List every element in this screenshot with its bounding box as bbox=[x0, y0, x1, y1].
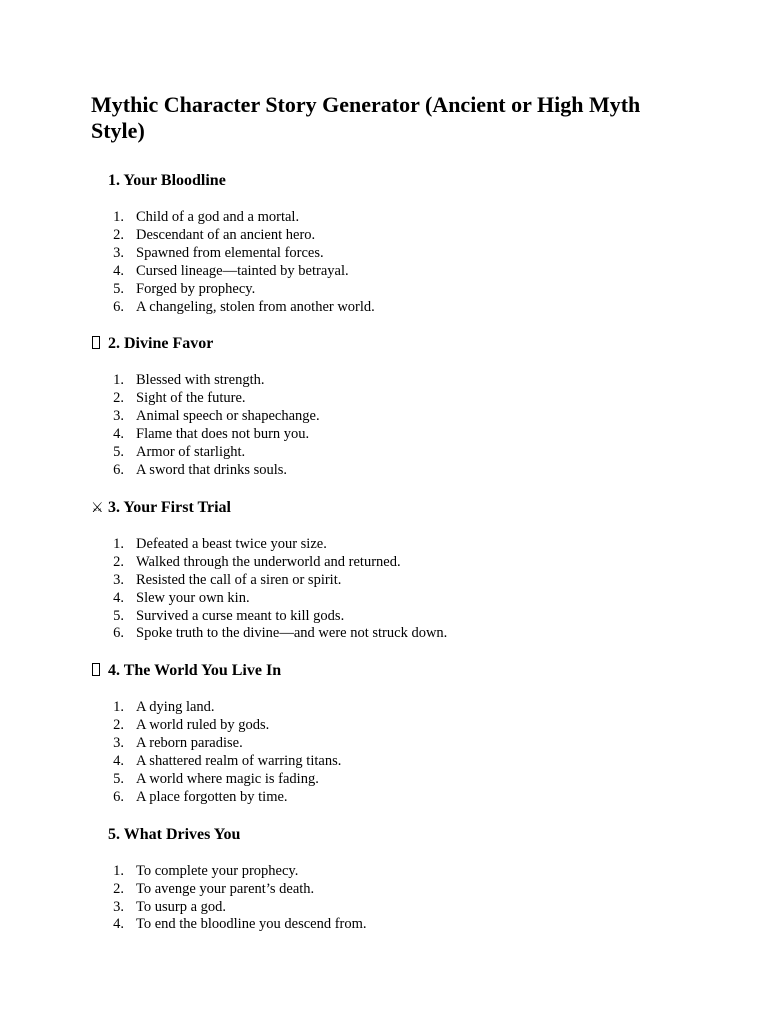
list-item bbox=[91, 881, 681, 899]
section-bloodline bbox=[91, 171, 681, 316]
list-item-text: A reborn paradise. bbox=[136, 735, 243, 752]
drives-list bbox=[91, 863, 681, 935]
list-item-text: A shattered realm of warring titans. bbox=[136, 753, 342, 770]
list-item bbox=[91, 245, 681, 263]
list-number: 4. bbox=[113, 262, 124, 279]
list-number: 6. bbox=[113, 461, 124, 478]
list-item bbox=[91, 390, 681, 408]
list-number: 1. bbox=[113, 372, 124, 389]
list-number: 1. bbox=[113, 535, 124, 552]
missing-glyph-icon bbox=[91, 334, 105, 354]
list-number: 1. bbox=[113, 862, 124, 879]
list-number: 3. bbox=[113, 408, 124, 425]
missing-glyph-icon bbox=[91, 661, 105, 681]
list-number: 2. bbox=[113, 553, 124, 570]
list-item bbox=[91, 753, 681, 771]
list-item-text: A world ruled by gods. bbox=[136, 717, 270, 734]
section-heading-text: 2. Divine Favor bbox=[108, 335, 214, 353]
list-number: 4. bbox=[113, 753, 124, 770]
list-item bbox=[91, 789, 681, 807]
list-number: 3. bbox=[113, 244, 124, 261]
list-item-text: Cursed lineage—tainted by betrayal. bbox=[136, 262, 349, 279]
list-item-text: Walked through the underworld and returned. bbox=[136, 553, 401, 570]
section-heading bbox=[91, 825, 681, 845]
list-number: 3. bbox=[113, 735, 124, 752]
list-item bbox=[91, 408, 681, 426]
section-heading bbox=[91, 171, 681, 191]
list-number: 6. bbox=[113, 625, 124, 642]
document-title: Mythic Character Story Generator (Ancient or High Myth Style) bbox=[91, 92, 641, 143]
document-page bbox=[91, 92, 681, 952]
list-item-text: To usurp a god. bbox=[136, 898, 227, 915]
list-item bbox=[91, 554, 681, 572]
list-item-text: Slew your own kin. bbox=[136, 589, 250, 606]
list-item-text: Child of a god and a mortal. bbox=[136, 209, 300, 225]
list-item bbox=[91, 227, 681, 245]
list-item bbox=[91, 608, 681, 626]
list-item-text: To avenge your parent’s death. bbox=[136, 880, 315, 897]
list-number: 5. bbox=[113, 770, 124, 787]
list-item bbox=[91, 590, 681, 608]
section-heading-text: 5. What Drives You bbox=[108, 825, 241, 843]
list-item bbox=[91, 536, 681, 554]
list-item-text: Descendant of an ancient hero. bbox=[136, 226, 316, 243]
list-item-text: Resisted the call of a siren or spirit. bbox=[136, 571, 342, 588]
list-item bbox=[91, 771, 681, 789]
section-world bbox=[91, 661, 681, 806]
list-item-text: Armor of starlight. bbox=[136, 444, 246, 461]
list-number: 5. bbox=[113, 280, 124, 297]
section-heading bbox=[91, 661, 681, 681]
world-list bbox=[91, 699, 681, 806]
list-item-text: To complete your prophecy. bbox=[136, 862, 299, 879]
list-number: 4. bbox=[113, 916, 124, 933]
list-number: 6. bbox=[113, 298, 124, 315]
list-number: 4. bbox=[113, 426, 124, 443]
list-number: 3. bbox=[113, 898, 124, 915]
list-item bbox=[91, 263, 681, 281]
list-item bbox=[91, 625, 681, 643]
list-item-text: A dying land. bbox=[136, 699, 215, 716]
list-number: 2. bbox=[113, 226, 124, 243]
section-heading-text: 4. The World You Live In bbox=[108, 662, 282, 680]
list-item bbox=[91, 863, 681, 881]
list-item bbox=[91, 299, 681, 317]
list-number: 5. bbox=[113, 444, 124, 461]
section-drives bbox=[91, 825, 681, 935]
list-number: 1. bbox=[113, 699, 124, 716]
list-item bbox=[91, 426, 681, 444]
list-number: 3. bbox=[113, 571, 124, 588]
list-item-text: Blessed with strength. bbox=[136, 372, 265, 389]
list-number: 4. bbox=[113, 589, 124, 606]
list-item-text: Sight of the future. bbox=[136, 390, 246, 407]
list-item-text: A changeling, stolen from another world. bbox=[136, 298, 375, 315]
list-item-text: A place forgotten by time. bbox=[136, 788, 288, 805]
list-number: 6. bbox=[113, 788, 124, 805]
list-number: 5. bbox=[113, 607, 124, 624]
list-item bbox=[91, 572, 681, 590]
crossed-swords-icon: ⚔ bbox=[91, 499, 104, 516]
list-item-text: Forged by prophecy. bbox=[136, 280, 256, 297]
list-item-text: Animal speech or shapechange. bbox=[136, 408, 320, 425]
list-item-text: Survived a curse meant to kill gods. bbox=[136, 607, 345, 624]
first-trial-list bbox=[91, 536, 681, 643]
list-item-text: Defeated a beast twice your size. bbox=[136, 535, 327, 552]
list-number: 2. bbox=[113, 717, 124, 734]
list-item bbox=[91, 717, 681, 735]
list-number: 2. bbox=[113, 390, 124, 407]
section-heading bbox=[91, 334, 681, 354]
list-item bbox=[91, 916, 681, 934]
list-item-text: A world where magic is fading. bbox=[136, 770, 319, 787]
section-heading bbox=[91, 498, 681, 518]
list-item bbox=[91, 899, 681, 917]
list-item bbox=[91, 462, 681, 480]
list-item bbox=[91, 735, 681, 753]
list-item-text: A sword that drinks souls. bbox=[136, 461, 288, 478]
list-item bbox=[91, 699, 681, 717]
list-item bbox=[91, 372, 681, 390]
list-number: 1. bbox=[113, 209, 124, 225]
list-item-text: Spoke truth to the divine—and were not struck down. bbox=[136, 625, 448, 642]
section-heading-text: 3. Your First Trial bbox=[108, 498, 231, 516]
section-heading-text: 1. Your Bloodline bbox=[108, 172, 226, 189]
bloodline-list bbox=[91, 209, 681, 316]
list-item-text: Flame that does not burn you. bbox=[136, 426, 310, 443]
list-item bbox=[91, 444, 681, 462]
list-item bbox=[91, 281, 681, 299]
list-item-text: To end the bloodline you descend from. bbox=[136, 916, 367, 933]
list-item-text: Spawned from elemental forces. bbox=[136, 244, 324, 261]
divine-favor-list bbox=[91, 372, 681, 479]
list-number: 2. bbox=[113, 880, 124, 897]
section-divine-favor bbox=[91, 334, 681, 479]
list-item bbox=[91, 209, 681, 227]
section-first-trial bbox=[91, 498, 681, 643]
